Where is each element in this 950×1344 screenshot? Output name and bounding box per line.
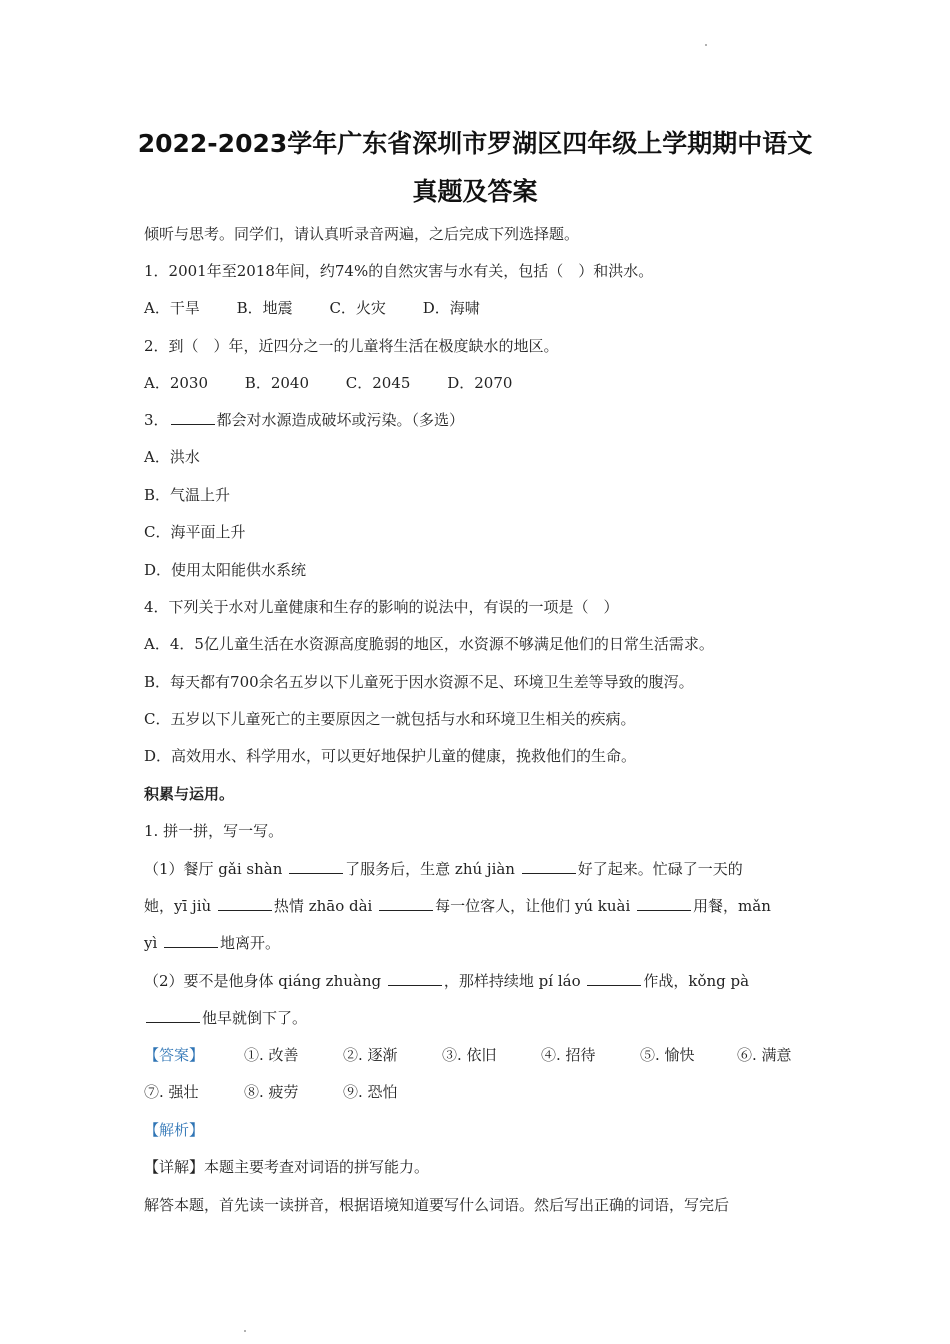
listening-intro: 倾听与思考。同学们，请认真听录音两遍，之后完成下列选择题。 xyxy=(144,225,580,243)
answer-line-2 xyxy=(144,1082,812,1102)
page-mark xyxy=(244,1330,246,1332)
pinyin-paragraph-1-line-3 xyxy=(144,933,812,953)
answer-line-1 xyxy=(144,1045,812,1065)
answer-blank xyxy=(388,971,442,986)
question-3-option-b: B．气温上升 xyxy=(144,486,231,504)
option-a: A．2030 xyxy=(144,374,209,392)
text: 每一位客人，让他们 yú kuài xyxy=(435,897,636,915)
section-heading: 积累与运用。 xyxy=(144,785,235,803)
text: 热情 zhāo dài xyxy=(273,897,378,915)
question-3-number: 3． xyxy=(144,411,169,429)
question-4-option-d: D．高效用水、科学用水，可以更好地保护儿童的健康，挽救他们的生命。 xyxy=(144,747,637,765)
answer-item: ②. 逐渐 xyxy=(343,1046,398,1064)
option-c: C．2045 xyxy=(345,374,411,392)
question-1-options xyxy=(144,298,812,318)
question-4-stem: 4．下列关于水对儿童健康和生存的影响的说法中，有误的一项是（ ） xyxy=(144,598,619,616)
answer-blank xyxy=(146,1008,200,1023)
answer-blank xyxy=(587,971,641,986)
question-3-text: 都会对水源造成破坏或污染。（多选） xyxy=(216,411,465,429)
question-3-stem xyxy=(144,410,812,430)
text: 地离开。 xyxy=(220,934,281,952)
answer-item: ⑧. 疲劳 xyxy=(244,1083,299,1101)
question-3-option-d: D．使用太阳能供水系统 xyxy=(144,561,307,579)
page-title-line-1: 2022-2023学年广东省深圳市罗湖区四年级上学期期中语文 xyxy=(137,129,813,158)
pinyin-paragraph-1-line-1 xyxy=(144,859,812,879)
option-b: B．2040 xyxy=(244,374,309,392)
page-mark xyxy=(705,44,707,46)
answer-item: ①. 改善 xyxy=(244,1046,299,1064)
answer-blank xyxy=(164,933,218,948)
analysis-detail: 【详解】本题主要考查对词语的拼写能力。 xyxy=(144,1158,430,1176)
text: yì xyxy=(144,934,163,952)
question-3-option-c: C．海平面上升 xyxy=(144,523,246,541)
answer-item: ③. 依旧 xyxy=(442,1046,497,1064)
answer-item: ⑨. 恐怕 xyxy=(343,1083,398,1101)
text: 好了起来。忙碌了一天的 xyxy=(577,860,743,878)
answer-blank xyxy=(218,896,272,911)
pinyin-paragraph-2-line-2 xyxy=(144,1008,812,1028)
pinyin-paragraph-1-line-2 xyxy=(144,896,812,916)
answer-blank xyxy=(289,859,343,874)
option-d: D．2070 xyxy=(447,374,513,392)
question-4-option-c: C．五岁以下儿童死亡的主要原因之一就包括与水和环境卫生相关的疾病。 xyxy=(144,710,636,728)
answer-item: ⑤. 愉快 xyxy=(640,1046,695,1064)
answer-blank xyxy=(171,410,215,425)
option-d: D．海啸 xyxy=(422,299,480,317)
pinyin-paragraph-2-line-1 xyxy=(144,971,812,991)
page-title-line-2: 真题及答案 xyxy=(412,177,538,206)
analysis-label: 【解析】 xyxy=(144,1121,205,1139)
question-4-option-a: A．4．5亿儿童生活在水资源高度脆弱的地区，水资源不够满足他们的日常生活需求。 xyxy=(144,635,714,653)
text: ，那样持续地 pí láo xyxy=(443,972,586,990)
text: （2）要不是他身体 qiáng zhuàng xyxy=(144,972,386,990)
answer-blank xyxy=(522,859,576,874)
text: 作战，kǒng pà xyxy=(643,972,750,990)
answer-blank xyxy=(637,896,691,911)
question-4-option-b: B．每天都有700余名五岁以下儿童死于因水资源不足、环境卫生差等导致的腹泻。 xyxy=(144,673,694,691)
question-2-stem: 2．到（ ）年，近四分之一的儿童将生活在极度缺水的地区。 xyxy=(144,337,559,355)
question-3-option-a: A．洪水 xyxy=(144,448,200,466)
option-a: A．干旱 xyxy=(144,299,200,317)
analysis-explanation: 解答本题，首先读一读拼音，根据语境知道要写什么词语。然后写出正确的词语，写完后 xyxy=(144,1196,730,1214)
text: 了服务后，生意 zhú jiàn xyxy=(345,860,520,878)
answer-blank xyxy=(379,896,433,911)
answer-item: ④. 招待 xyxy=(541,1046,596,1064)
option-c: C．火灾 xyxy=(329,299,386,317)
question-1-stem: 1．2001年至2018年间，约74%的自然灾害与水有关，包括（ ）和洪水。 xyxy=(144,262,654,280)
answer-label: 【答案】 xyxy=(144,1046,205,1064)
text: 用餐，mǎn xyxy=(693,897,771,915)
answer-item: ⑦. 强壮 xyxy=(144,1083,199,1101)
text: （1）餐厅 gǎi shàn xyxy=(144,860,288,878)
pinyin-question-stem: 1. 拼一拼，写一写。 xyxy=(144,822,284,840)
text: 他早就倒下了。 xyxy=(202,1009,308,1027)
option-b: B．地震 xyxy=(236,299,293,317)
text: 她，yī jiù xyxy=(144,897,216,915)
question-2-options xyxy=(144,373,812,393)
answer-item: ⑥. 满意 xyxy=(737,1046,792,1064)
